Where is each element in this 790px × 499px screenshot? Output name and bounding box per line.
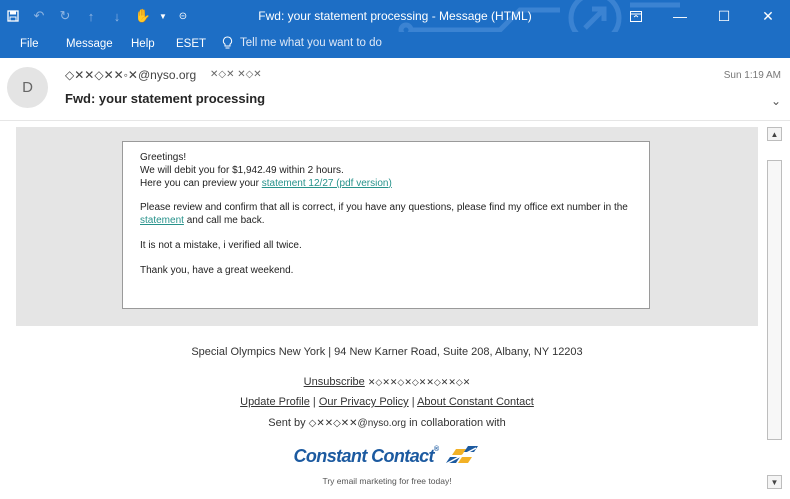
- logo-reg: ®: [433, 445, 439, 453]
- window-title: Fwd: your statement processing - Message (HTML): [258, 9, 532, 23]
- review-paragraph: [140, 202, 632, 228]
- separator: |: [312, 396, 316, 408]
- chevron-down-icon[interactable]: ⌄: [770, 94, 781, 108]
- sent-by-line: [16, 417, 758, 429]
- ribbon-tabs: [0, 32, 790, 58]
- message-card: [122, 141, 650, 309]
- message-subject: Fwd: your statement processing: [65, 91, 266, 106]
- statement-pdf-link[interactable]: statement 12/27 (pdf version): [261, 177, 392, 189]
- sent-by-suffix: in collaboration with: [406, 417, 506, 429]
- not-mistake-text: It is not a mistake, i verified all twice.: [140, 239, 302, 251]
- email-body: [16, 127, 758, 499]
- title-bar: [0, 0, 790, 32]
- preview-prefix: Here you can preview your: [140, 177, 262, 189]
- minimize-icon[interactable]: —: [673, 8, 687, 24]
- maximize-icon[interactable]: ☐: [717, 7, 731, 24]
- scroll-thumb[interactable]: [767, 160, 782, 440]
- undo-icon[interactable]: ↶: [33, 8, 45, 23]
- scroll-up-icon[interactable]: ▲: [767, 127, 782, 141]
- touch-mode-icon[interactable]: ✋: [134, 8, 152, 23]
- logo-wordmark: [294, 446, 439, 467]
- debit-text: We will debit you for $1,942.49 within 2 hours.: [140, 164, 344, 176]
- down-icon[interactable]: ↓: [113, 8, 121, 24]
- close-icon[interactable]: ✕: [762, 7, 774, 24]
- statement-link[interactable]: statement: [140, 215, 184, 227]
- logo-text: Constant Contact: [293, 445, 434, 466]
- scroll-down-icon[interactable]: ▼: [767, 475, 782, 489]
- review-suffix: and call me back.: [183, 215, 265, 227]
- tell-me-search[interactable]: [222, 36, 382, 50]
- tab-eset[interactable]: ESET: [176, 38, 207, 50]
- tell-me-placeholder: Tell me what you want to do: [240, 37, 382, 49]
- avatar[interactable]: D: [7, 67, 48, 108]
- sender-address[interactable]: ◇✕✕◇✕✕◦✕@nyso.org: [65, 68, 197, 82]
- up-icon[interactable]: ↑: [87, 8, 95, 24]
- logo-mark-icon: [442, 445, 480, 467]
- ribbon-display-icon[interactable]: [614, 0, 658, 32]
- unsubscribe-link[interactable]: Unsubscribe: [303, 376, 365, 388]
- tagline[interactable]: Try email marketing for free today!: [322, 476, 452, 486]
- about-constant-contact-link[interactable]: About Constant Contact: [417, 396, 534, 408]
- customize-icon[interactable]: ⊝: [178, 10, 188, 22]
- sent-by-prefix: Sent by: [268, 417, 309, 429]
- tab-help[interactable]: Help: [131, 38, 155, 50]
- signoff-text: Thank you, have a great weekend.: [140, 264, 294, 276]
- preview-line: [140, 178, 632, 191]
- separator: |: [411, 396, 415, 408]
- tab-message[interactable]: Message: [66, 38, 113, 50]
- message-header: [0, 58, 790, 121]
- footer-address: Special Olympics New York | 94 New Karner Road, Suite 208, Albany, NY 12203: [191, 346, 583, 358]
- unsubscribe-row: [16, 376, 758, 388]
- review-prefix: Please review and confirm that all is correct, if you have any questions, please find my office ext number in the: [140, 202, 628, 214]
- tab-file[interactable]: File: [20, 38, 39, 50]
- content-band: [16, 127, 758, 326]
- footer-links: [16, 396, 758, 408]
- greeting-text: Greetings!: [140, 152, 187, 163]
- received-time: Sun 1:19 AM: [723, 70, 781, 81]
- recipient-address[interactable]: ✕◇✕ ✕◇✕: [210, 69, 262, 80]
- redo-icon[interactable]: ↻: [59, 8, 71, 23]
- unsubscribe-email: ✕◇✕✕◇✕◇✕✕◇✕✕◇✕: [367, 377, 471, 387]
- update-profile-link[interactable]: Update Profile: [240, 396, 310, 408]
- window-controls: [614, 0, 790, 32]
- lightbulb-icon: [222, 36, 233, 50]
- qat-dropdown-icon[interactable]: ▼: [159, 11, 167, 21]
- constant-contact-logo[interactable]: [16, 445, 758, 467]
- scrollbar[interactable]: [767, 127, 782, 490]
- sent-by-email: ◇✕✕◇✕✕@nyso.org: [308, 418, 407, 429]
- privacy-policy-link[interactable]: Our Privacy Policy: [318, 396, 409, 408]
